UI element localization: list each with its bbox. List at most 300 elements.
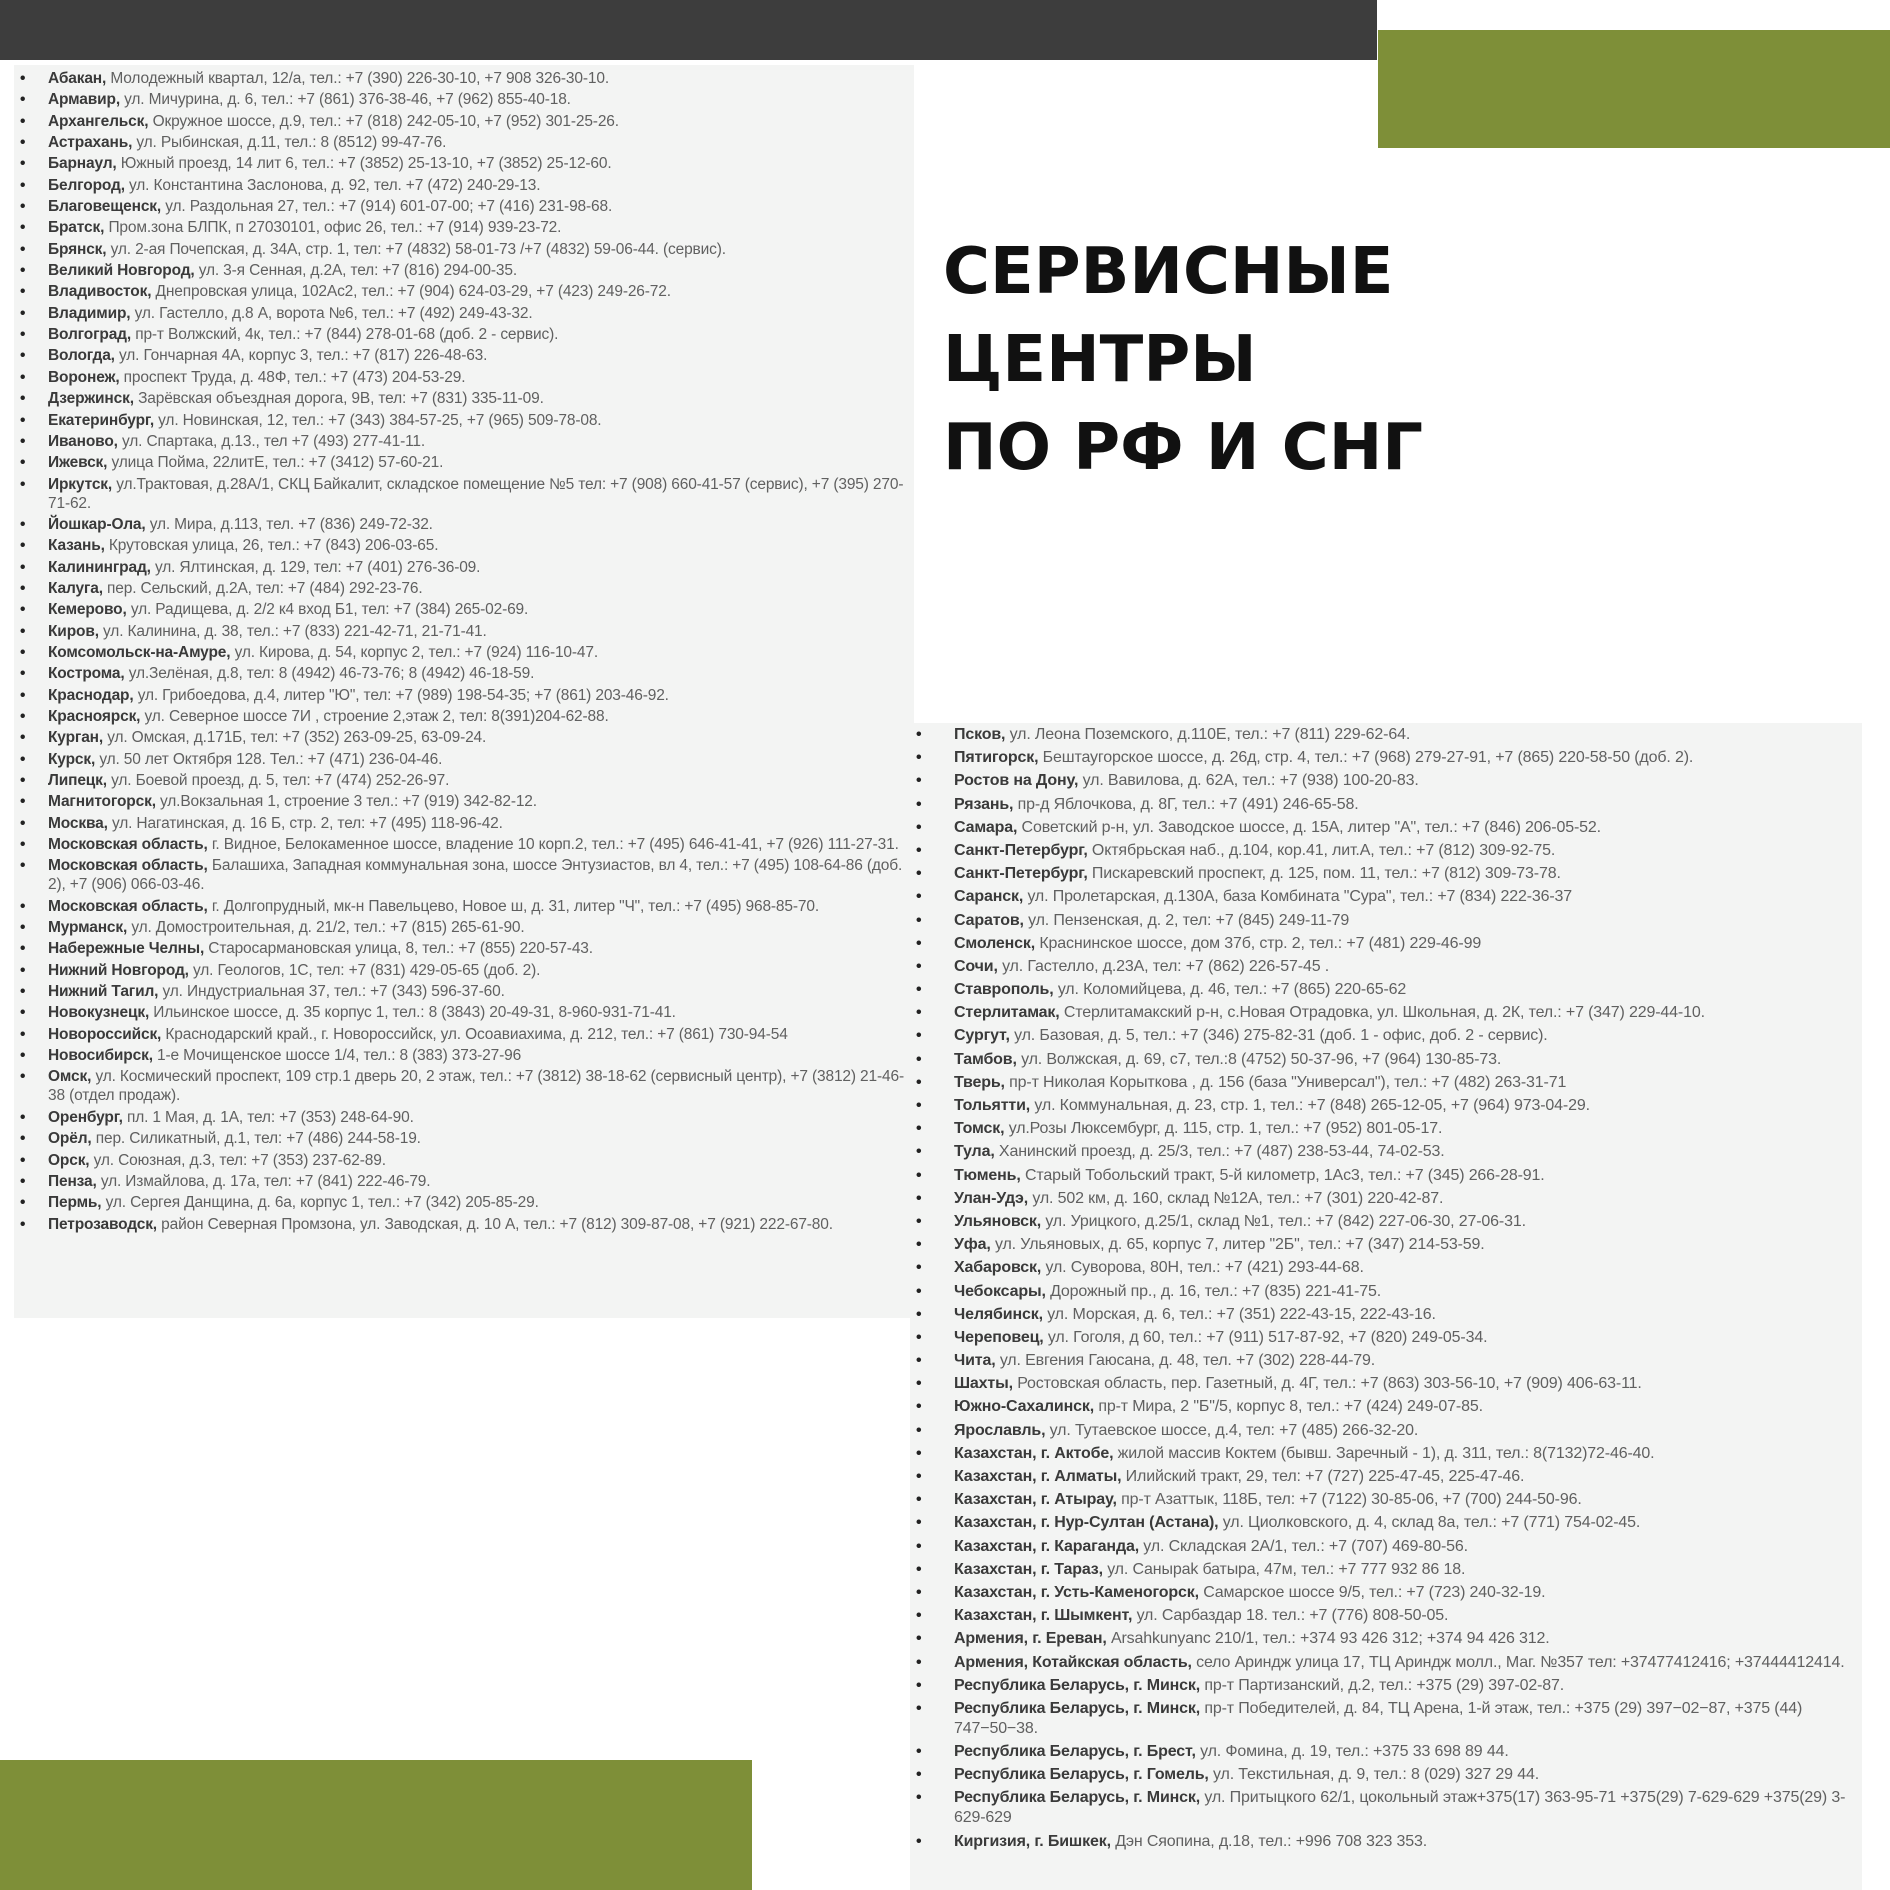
- service-address: Пискаревский проспект, д. 125, пом. 11, тел.: +7 (812) 309-73-78.: [1091, 865, 1561, 883]
- city-name: Армения, Котайкская область,: [954, 1653, 1192, 1671]
- service-address: ул. Омская, д.171Б, тел: +7 (352) 263-09-25, 63-09-24.: [107, 729, 487, 747]
- list-item: [20, 346, 908, 365]
- city-name: Москва,: [48, 814, 108, 832]
- list-item: [20, 90, 908, 109]
- bullet-icon: •: [916, 1468, 922, 1485]
- city-name: Шахты,: [954, 1375, 1013, 1393]
- service-address: Советский р-н, ул. Заводское шоссе, д. 15А, литер "А", тел.: +7 (846) 206-05-52.: [1021, 818, 1601, 836]
- city-name: Калининград,: [48, 558, 151, 576]
- list-item: [916, 1699, 1856, 1739]
- service-address: ул. Евгения Гаюсана, д. 48, тел. +7 (302) 228-44-79.: [999, 1352, 1376, 1370]
- service-address: ул. Калинина, д. 38, тел.: +7 (833) 221-42-71, 21-71-41.: [103, 622, 487, 640]
- service-address: ул. Фомина, д. 19, тел.: +375 33 698 89 44.: [1200, 1743, 1509, 1761]
- city-name: Новороссийск,: [48, 1025, 162, 1043]
- bullet-icon: •: [916, 1832, 922, 1850]
- service-address: ул. Урицкого, д.25/1, склад №1, тел.: +7 (842) 227-06-30, 27-06-31.: [1045, 1212, 1526, 1230]
- list-item: [916, 1560, 1856, 1580]
- service-address: ул. Гоголя, д 60, тел.: +7 (911) 517-87-92, +7 (820) 249-05-34.: [1047, 1328, 1488, 1346]
- city-name: Московская область,: [48, 857, 208, 875]
- city-name: Киров,: [48, 622, 99, 640]
- list-item: [20, 939, 908, 958]
- city-name: Чебоксары,: [954, 1282, 1046, 1300]
- list-item: [916, 1467, 1856, 1487]
- city-name: Братск,: [48, 219, 105, 237]
- list-item: [20, 707, 908, 726]
- bullet-icon: •: [20, 940, 26, 958]
- service-address: ул. Геологов, 1С, тел: +7 (831) 429-05-65 (доб. 2).: [193, 961, 541, 979]
- city-name: Казахстан, г. Караганда,: [954, 1537, 1139, 1555]
- city-name: Воронеж,: [48, 368, 120, 386]
- city-name: Саранск,: [954, 888, 1024, 906]
- service-address: ул. Базовая, д. 5, тел.: +7 (346) 275-82-31 (доб. 1 - офис, доб. 2 - сервис).: [1014, 1027, 1548, 1045]
- bullet-icon: •: [20, 1130, 26, 1148]
- left-service-list: [20, 69, 908, 1234]
- bullet-icon: •: [20, 262, 26, 280]
- list-item: [20, 1172, 908, 1191]
- list-item: [20, 112, 908, 131]
- bullet-icon: •: [20, 919, 26, 937]
- service-address: ул.Зелёная, д.8, тел: 8 (4942) 46-73-76; 8 (4942) 46-18-59.: [128, 665, 535, 683]
- list-item: [20, 133, 908, 152]
- service-address: ул. Коммунальная, д. 23, стр. 1, тел.: +7 (848) 265-12-05, +7 (964) 973-04-29.: [1034, 1097, 1590, 1114]
- bullet-icon: •: [20, 1151, 26, 1169]
- list-item: [20, 1108, 908, 1127]
- bullet-icon: •: [20, 219, 26, 237]
- list-item: [916, 864, 1856, 884]
- list-item: [20, 176, 908, 195]
- list-item: [20, 771, 908, 790]
- list-item: [916, 841, 1856, 861]
- list-item: [20, 261, 908, 280]
- service-address: ул. Суворова, 80Н, тел.: +7 (421) 293-44-68.: [1045, 1259, 1364, 1277]
- list-item: [20, 411, 908, 430]
- service-address: Ханинский проезд, д. 25/3, тел.: +7 (487) 238-53-44, 74-02-53.: [998, 1143, 1445, 1161]
- city-name: Белгород,: [48, 176, 125, 194]
- bullet-icon: •: [916, 1328, 922, 1346]
- service-address: ул. Пролетарская, д.130А, база Комбината "Сура", тел.: +7 (834) 222-36-37: [1027, 888, 1573, 906]
- service-address: проспект Труда, д. 48Ф, тел.: +7 (473) 204-53-29.: [123, 368, 466, 386]
- bullet-icon: •: [20, 707, 26, 725]
- city-name: Московская область,: [48, 836, 208, 854]
- service-address: ул. Волжская, д. 69, с7, тел.:8 (4752) 50-37-96, +7 (964) 130-85-73.: [1021, 1050, 1502, 1068]
- list-item: [20, 1003, 908, 1022]
- list-item: [916, 1166, 1856, 1186]
- list-item: [916, 1765, 1856, 1785]
- page-title-line-2: ПО РФ И СНГ: [943, 411, 1424, 485]
- bullet-icon: •: [20, 1025, 26, 1043]
- list-item: [20, 304, 908, 323]
- list-item: [916, 1676, 1856, 1696]
- city-name: Республика Беларусь, г. Минск,: [954, 1789, 1201, 1807]
- bullet-icon: •: [916, 911, 922, 929]
- bullet-icon: •: [20, 897, 26, 915]
- bullet-icon: •: [20, 475, 26, 493]
- list-item: [916, 1142, 1856, 1162]
- service-address: 1-е Мочищенское шоссе 1/4, тел.: 8 (383) 373-27-96: [157, 1047, 522, 1065]
- service-address: Октябрьская наб., д.104, кор.41, лит.А, тел.: +7 (812) 309-92-75.: [1091, 841, 1556, 859]
- city-name: Кострома,: [48, 665, 125, 683]
- city-name: Йошкар-Ола,: [48, 515, 146, 533]
- bullet-icon: •: [916, 1097, 922, 1114]
- service-address: ул. Ульяновых, д. 65, корпус 7, литер "2Б", тел.: +7 (347) 214-53-59.: [995, 1236, 1485, 1254]
- bullet-icon: •: [916, 1305, 922, 1323]
- bullet-icon: •: [20, 961, 26, 979]
- service-address: пер. Сельский, д.2А, тел: +7 (484) 292-23-76.: [107, 579, 423, 597]
- list-item: [916, 1189, 1856, 1209]
- service-address: ул. Складская 2А/1, тел.: +7 (707) 469-80-56.: [1143, 1537, 1468, 1555]
- bullet-icon: •: [916, 1120, 922, 1138]
- city-name: Ульяновск,: [954, 1212, 1042, 1230]
- list-item: [916, 818, 1856, 838]
- service-address: ул. Новинская, 12, тел.: +7 (343) 384-57-25, +7 (965) 509-78-08.: [158, 411, 602, 429]
- bullet-icon: •: [20, 729, 26, 747]
- bullet-icon: •: [20, 176, 26, 194]
- list-item: [916, 1629, 1856, 1649]
- list-item: [20, 325, 908, 344]
- bullet-icon: •: [20, 983, 26, 1001]
- bullet-icon: •: [916, 1583, 922, 1601]
- list-item: [20, 600, 908, 619]
- list-item: [20, 664, 908, 683]
- list-item: [916, 934, 1856, 954]
- left-service-list-panel: [14, 65, 914, 1318]
- city-name: Пятигорск,: [954, 749, 1039, 767]
- service-address: ул.Вокзальная 1, строение 3 тел.: +7 (919) 342-82-12.: [160, 793, 537, 811]
- right-service-list: [916, 725, 1856, 1852]
- service-address: ул. Раздольная 27, тел.: +7 (914) 601-07-00; +7 (416) 231-98-68.: [165, 198, 613, 216]
- bullet-icon: •: [916, 1766, 922, 1784]
- list-item: [20, 240, 908, 259]
- service-address: село Ариндж улица 17, ТЦ Ариндж молл., Маг. №357 тел: +37477412416; +37444412414.: [1196, 1653, 1845, 1671]
- service-address: пр-т Волжский, 4к, тел.: +7 (844) 278-01-68 (доб. 2 - сервис).: [135, 326, 559, 344]
- service-address: жилой массив Коктем (бывш. Заречный - 1), д. 311, тел.: 8(7132)72-46-40.: [1117, 1444, 1655, 1462]
- service-address: ул. 50 лет Октября 128. Тел.: +7 (471) 236-04-46.: [99, 750, 443, 768]
- service-address: ул. Ялтинская, д. 129, тел: +7 (401) 276-36-09.: [154, 558, 481, 576]
- bullet-icon: •: [20, 326, 26, 344]
- bullet-icon: •: [916, 772, 922, 790]
- list-item: [916, 1374, 1856, 1394]
- bullet-icon: •: [20, 134, 26, 152]
- bullet-icon: •: [20, 1172, 26, 1190]
- service-address: ул. Гастелло, д.8 А, ворота №6, тел.: +7 (492) 249-43-32.: [134, 304, 533, 322]
- bullet-icon: •: [20, 1004, 26, 1022]
- list-item: [916, 1537, 1856, 1557]
- city-name: Екатеринбург,: [48, 411, 154, 429]
- bullet-icon: •: [20, 579, 26, 597]
- list-item: [916, 1351, 1856, 1371]
- bullet-icon: •: [20, 601, 26, 619]
- city-name: Казахстан, г. Алматы,: [954, 1468, 1122, 1485]
- bullet-icon: •: [916, 1027, 922, 1045]
- city-name: Новосибирск,: [48, 1047, 153, 1065]
- bullet-icon: •: [916, 1491, 922, 1509]
- bullet-icon: •: [916, 1189, 922, 1207]
- bullet-icon: •: [20, 1108, 26, 1126]
- list-item: [916, 1026, 1856, 1046]
- city-name: Вологда,: [48, 347, 115, 365]
- bullet-icon: •: [916, 865, 922, 883]
- city-name: Иваново,: [48, 432, 118, 450]
- bullet-icon: •: [916, 1004, 922, 1022]
- city-name: Ижевск,: [48, 454, 108, 472]
- service-address: ул. Вавилова, д. 62А, тел.: +7 (938) 100-20-83.: [1082, 772, 1419, 790]
- city-name: Орёл,: [48, 1130, 92, 1148]
- city-name: Липецк,: [48, 772, 107, 789]
- bullet-icon: •: [916, 1607, 922, 1625]
- list-item: [916, 1235, 1856, 1255]
- service-address: ул. Мира, д.113, тел. +7 (836) 249-72-32.: [149, 515, 433, 533]
- list-item: [20, 1215, 908, 1234]
- right-service-list-panel: [910, 723, 1862, 1890]
- list-item: [916, 1606, 1856, 1626]
- city-name: Тверь,: [954, 1073, 1005, 1091]
- list-item: [916, 1258, 1856, 1278]
- bullet-icon: •: [916, 1282, 922, 1300]
- bullet-icon: •: [20, 1194, 26, 1212]
- bullet-icon: •: [916, 1166, 922, 1184]
- service-address: пр-т Николая Корыткова , д. 156 (база "Универсал"), тел.: +7 (482) 263-31-71: [1009, 1073, 1567, 1091]
- list-item: [20, 368, 908, 387]
- list-item: [916, 911, 1856, 931]
- list-item: [20, 558, 908, 577]
- service-address: пл. 1 Мая, д. 1А, тел: +7 (353) 248-64-90.: [126, 1108, 414, 1126]
- city-name: Благовещенск,: [48, 198, 162, 216]
- list-item: [916, 771, 1856, 791]
- list-item: [20, 728, 908, 747]
- city-name: Тюмень,: [954, 1166, 1021, 1184]
- city-name: Новокузнецк,: [48, 1004, 150, 1022]
- city-name: Ростов на Дону,: [954, 772, 1079, 790]
- city-name: Комсомольск-на-Амуре,: [48, 643, 231, 661]
- service-address: г. Видное, Белокаменное шоссе, владение 10 корп.2, тел.: +7 (495) 646-41-41, +7 (926) 111-27-31.: [211, 836, 899, 854]
- service-address: ул. Космический проспект, 109 стр.1 дверь 20, 2 этаж, тел.: +7 (3812) 38-18-62 (сервисный центр), +7 (3812) 21-46-38 (отдел продаж).: [48, 1068, 904, 1105]
- service-address: ул. Гончарная 4А, корпус 3, тел.: +7 (817) 226-48-63.: [119, 347, 488, 365]
- service-address: улица Пойма, 22литЕ, тел.: +7 (3412) 57-60-21.: [111, 454, 444, 472]
- city-name: Кемерово,: [48, 601, 127, 619]
- city-name: Санкт-Петербург,: [954, 865, 1088, 883]
- list-item: [916, 1653, 1856, 1673]
- city-name: Казахстан, г. Актобе,: [954, 1444, 1114, 1462]
- bullet-icon: •: [916, 1236, 922, 1254]
- service-address: ул. Индустриальная 37, тел.: +7 (343) 596-37-60.: [162, 983, 505, 1001]
- service-address: ул. Нагатинская, д. 16 Б, стр. 2, тел: +7 (495) 118-96-42.: [111, 814, 503, 832]
- bullet-icon: •: [916, 726, 922, 743]
- city-name: Улан-Удэ,: [954, 1189, 1029, 1207]
- list-item: [916, 1050, 1856, 1070]
- city-name: Казань,: [48, 537, 105, 555]
- service-address: ул. 2-ая Почепская, д. 34А, стр. 1, тел: +7 (4832) 58-01-73 /+7 (4832) 59-06-44. (сервис).: [110, 240, 726, 258]
- city-name: Казахстан, г. Шымкент,: [954, 1607, 1133, 1625]
- city-name: Чита,: [954, 1352, 996, 1370]
- top-accent-bar: [1378, 30, 1890, 148]
- bullet-icon: •: [20, 347, 26, 365]
- list-item: [916, 1421, 1856, 1441]
- list-item: [916, 1444, 1856, 1464]
- city-name: Набережные Челны,: [48, 940, 205, 958]
- list-item: [20, 1046, 908, 1065]
- service-address: Старый Тобольский тракт, 5-й километр, 1Ас3, тел.: +7 (345) 266-28-91.: [1024, 1166, 1545, 1184]
- list-item: [916, 1583, 1856, 1603]
- list-item: [20, 961, 908, 980]
- list-item: [20, 218, 908, 237]
- list-item: [20, 1151, 908, 1170]
- service-address: Ростовская область, пер. Газетный, д. 4Г, тел.: +7 (863) 303-56-10, +7 (909) 406-63-11.: [1017, 1375, 1642, 1393]
- service-address: пр-т Азаттык, 118Б, тел: +7 (7122) 30-85-06, +7 (700) 244-50-96.: [1121, 1491, 1582, 1509]
- city-name: Владимир,: [48, 304, 131, 322]
- service-address: Илийский тракт, 29, тел: +7 (727) 225-47-45, 225-47-46.: [1125, 1468, 1525, 1485]
- list-item: [20, 197, 908, 216]
- city-name: Великий Новгород,: [48, 262, 195, 280]
- bullet-icon: •: [916, 1789, 922, 1807]
- service-address: Arsahkunyanc 210/1, тел.: +374 93 426 312; +374 94 426 312.: [1110, 1630, 1550, 1648]
- list-item: [916, 1119, 1856, 1139]
- service-address: ул. Северное шоссе 7И , строение 2,этаж 2, тел: 8(391)204-62-88.: [144, 707, 609, 725]
- service-address: Зарёвская объездная дорога, 9В, тел: +7 (831) 335-11-09.: [138, 390, 544, 408]
- city-name: Челябинск,: [954, 1305, 1043, 1323]
- list-item: [20, 475, 908, 513]
- city-name: Нижний Новгород,: [48, 961, 189, 979]
- bullet-icon: •: [916, 1514, 922, 1532]
- city-name: Рязань,: [954, 795, 1014, 813]
- bullet-icon: •: [20, 857, 26, 875]
- list-item: [20, 579, 908, 598]
- bullet-icon: •: [916, 981, 922, 999]
- list-item: [916, 957, 1856, 977]
- list-item: [20, 282, 908, 301]
- list-item: [20, 918, 908, 937]
- service-address: Южный проезд, 14 лит 6, тел.: +7 (3852) 25-13-10, +7 (3852) 25-12-60.: [120, 155, 612, 173]
- service-address: Окружное шоссе, д.9, тел.: +7 (818) 242-05-10, +7 (952) 301-25-26.: [152, 112, 619, 130]
- list-item: [916, 795, 1856, 815]
- list-item: [916, 1788, 1856, 1828]
- service-address: пр-д Яблочкова, д. 8Г, тел.: +7 (491) 246-65-58.: [1017, 795, 1359, 813]
- bullet-icon: •: [20, 70, 26, 87]
- bullet-icon: •: [20, 155, 26, 173]
- service-address: ул. Спартака, д.13., тел +7 (493) 277-41-11.: [122, 432, 426, 450]
- service-address: ул. Притыцкого 62/1, цокольный этаж+375(17) 363-95-71 +375(29) 7-629-629 +375(29) 3-629-629: [954, 1789, 1846, 1827]
- service-address: Старосармановская улица, 8, тел.: +7 (855) 220-57-43.: [208, 940, 593, 958]
- service-address: ул. Радищева, д. 2/2 к4 вход Б1, тел: +7 (384) 265-02-69.: [130, 601, 529, 619]
- list-item: [20, 1067, 908, 1105]
- city-name: Южно-Сахалинск,: [954, 1398, 1095, 1416]
- bullet-icon: •: [916, 1398, 922, 1416]
- city-name: Дзержинск,: [48, 390, 134, 408]
- service-address: пр-т Мира, 2 "Б"/5, корпус 8, тел.: +7 (424) 249-07-85.: [1098, 1398, 1483, 1416]
- city-name: Казахстан, г. Нур-Султан (Астана),: [954, 1514, 1219, 1532]
- bullet-icon: •: [20, 537, 26, 555]
- service-address: ул. 502 км, д. 160, склад №12А, тел.: +7 (301) 220-42-87.: [1032, 1189, 1444, 1207]
- city-name: Краснодар,: [48, 686, 134, 704]
- city-name: Череповец,: [954, 1328, 1044, 1346]
- list-item: [916, 1096, 1856, 1116]
- service-address: Ильинское шоссе, д. 35 корпус 1, тел.: 8 (3843) 20-49-31, 8-960-931-71-41.: [153, 1004, 676, 1022]
- list-item: [20, 1129, 908, 1148]
- bullet-icon: •: [916, 1259, 922, 1277]
- list-item: [20, 69, 908, 88]
- list-item: [916, 1073, 1856, 1093]
- list-item: [916, 1003, 1856, 1023]
- service-address: ул.Трактовая, д.28А/1, СКЦ Байкалит, складское помещение №5 тел: +7 (908) 660-41-57 (сервис), +7 (395) 270-71-62.: [48, 475, 904, 512]
- city-name: Иркутск,: [48, 475, 113, 493]
- bullet-icon: •: [916, 1630, 922, 1648]
- bullet-icon: •: [916, 1537, 922, 1555]
- city-name: Нижний Тагил,: [48, 983, 159, 1001]
- service-address: ул. Союзная, д.3, тел: +7 (353) 237-62-89.: [93, 1151, 386, 1169]
- list-item: [916, 748, 1856, 768]
- service-address: ул. Кирова, д. 54, корпус 2, тел.: +7 (924) 116-10-47.: [234, 643, 599, 661]
- city-name: Волгоград,: [48, 326, 132, 344]
- service-address: ул. Текстильная, д. 9, тел.: 8 (029) 327 29 44.: [1213, 1766, 1540, 1784]
- bullet-icon: •: [20, 1068, 26, 1086]
- city-name: Московская область,: [48, 897, 208, 915]
- list-item: [20, 154, 908, 173]
- service-address: Краснинское шоссе, дом 37б, стр. 2, тел.: +7 (481) 229-46-99: [1039, 934, 1482, 952]
- bullet-icon: •: [20, 686, 26, 704]
- bullet-icon: •: [20, 1215, 26, 1233]
- service-address: Дэн Сяопина, д.18, тел.: +996 708 323 353.: [1115, 1832, 1428, 1850]
- city-name: Сочи,: [954, 957, 998, 975]
- service-address: Краснодарский край., г. Новороссийск, ул. Осоавиахима, д. 212, тел.: +7 (861) 730-94-54: [165, 1025, 788, 1043]
- bullet-icon: •: [20, 368, 26, 386]
- city-name: Саратов,: [954, 911, 1024, 929]
- city-name: Казахстан, г. Тараз,: [954, 1560, 1103, 1578]
- list-item: [20, 643, 908, 662]
- bullet-icon: •: [916, 957, 922, 975]
- list-item: [916, 725, 1856, 745]
- service-address: ул.Розы Люксембург, д. 115, стр. 1, тел.: +7 (952) 801-05-17.: [1008, 1120, 1443, 1138]
- bullet-icon: •: [916, 1444, 922, 1462]
- list-item: [20, 432, 908, 451]
- bullet-icon: •: [916, 888, 922, 906]
- bullet-icon: •: [916, 1375, 922, 1393]
- city-name: Владивосток,: [48, 283, 152, 301]
- service-address: район Северная Промзона, ул. Заводская, д. 10 А, тел.: +7 (812) 309-87-08, +7 (921) 222-67-80.: [161, 1215, 833, 1233]
- bullet-icon: •: [916, 1743, 922, 1761]
- city-name: Курск,: [48, 750, 96, 768]
- bullet-icon: •: [20, 515, 26, 533]
- bullet-icon: •: [20, 793, 26, 811]
- city-name: Брянск,: [48, 240, 107, 258]
- bullet-icon: •: [20, 643, 26, 661]
- service-address: ул. Сергея Данщина, д. 6а, корпус 1, тел.: +7 (342) 205-85-29.: [105, 1194, 539, 1212]
- city-name: Тольятти,: [954, 1097, 1031, 1114]
- city-name: Республика Беларусь, г. Минск,: [954, 1699, 1201, 1717]
- city-name: Тамбов,: [954, 1050, 1017, 1068]
- city-name: Сургут,: [954, 1027, 1010, 1045]
- bullet-icon: •: [916, 1050, 922, 1068]
- bullet-icon: •: [916, 1212, 922, 1230]
- service-address: ул. Боевой проезд, д. 5, тел: +7 (474) 252-26-97.: [111, 772, 450, 789]
- bullet-icon: •: [20, 411, 26, 429]
- city-name: Республика Беларусь, г. Гомель,: [954, 1766, 1209, 1784]
- city-name: Оренбург,: [48, 1108, 123, 1126]
- service-address: Крутовская улица, 26, тел.: +7 (843) 206-03-65.: [108, 537, 439, 555]
- list-item: [20, 1193, 908, 1212]
- bullet-icon: •: [916, 1653, 922, 1671]
- bullet-icon: •: [916, 1699, 922, 1717]
- service-address: ул. Тутаевское шоссе, д.4, тел: +7 (485) 266-32-20.: [1049, 1421, 1419, 1439]
- bullet-icon: •: [20, 91, 26, 109]
- service-address: г. Долгопрудный, мк-н Павельцево, Новое ш, д. 31, литер "Ч", тел.: +7 (495) 968-85-70.: [211, 897, 819, 915]
- city-name: Хабаровск,: [954, 1259, 1042, 1277]
- city-name: Самара,: [954, 818, 1018, 836]
- city-name: Санкт-Петербург,: [954, 841, 1088, 859]
- city-name: Магнитогорск,: [48, 793, 156, 811]
- top-dark-bar: [0, 0, 1377, 60]
- city-name: Казахстан, г. Усть-Каменогорск,: [954, 1583, 1199, 1601]
- city-name: Ярославль,: [954, 1421, 1046, 1439]
- service-address: ул. Пензенская, д. 2, тел: +7 (845) 249-11-79: [1028, 911, 1350, 929]
